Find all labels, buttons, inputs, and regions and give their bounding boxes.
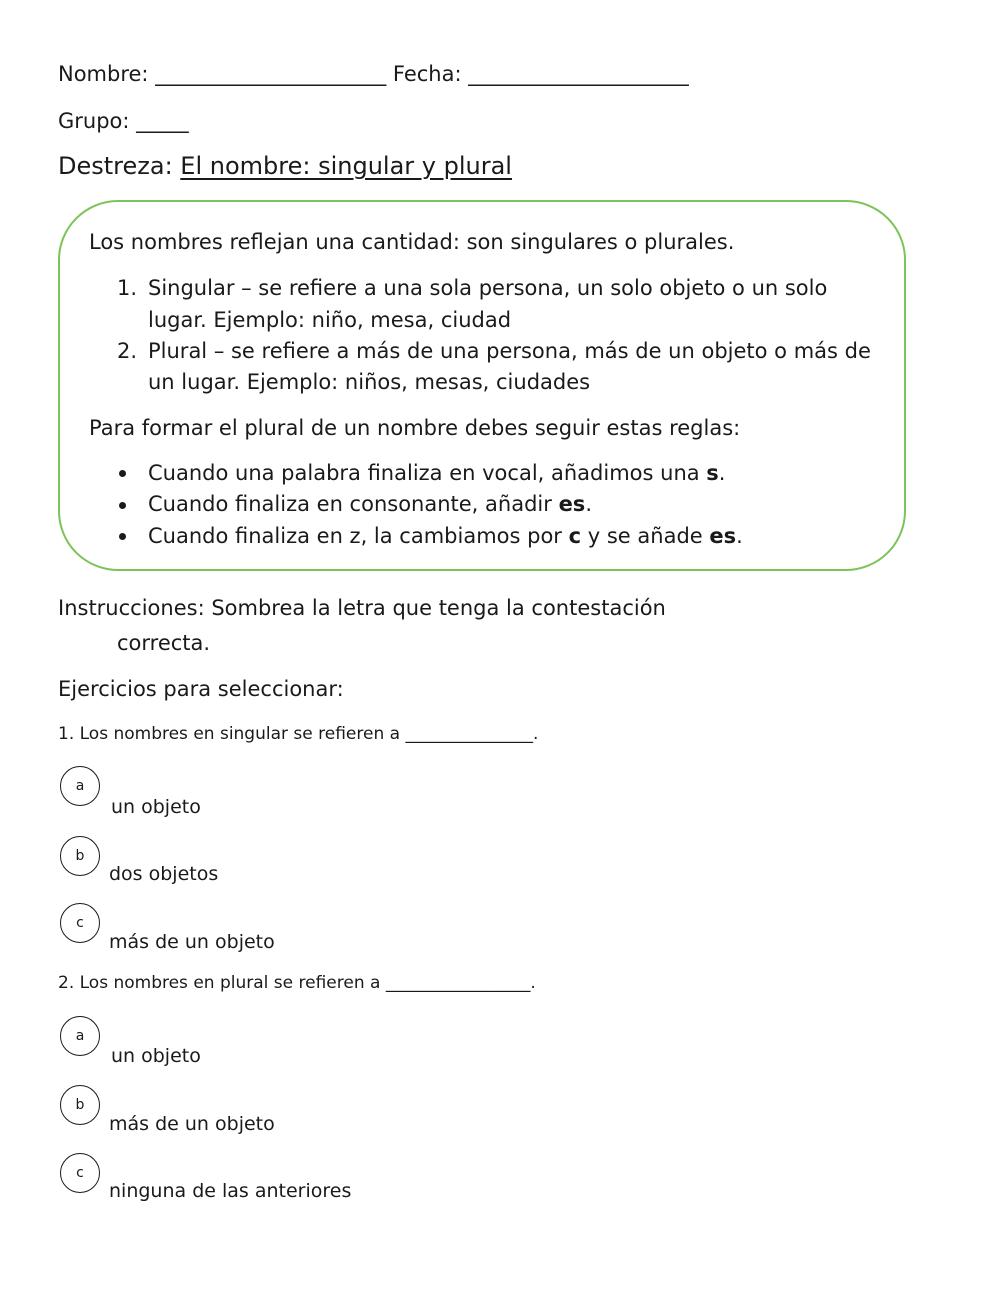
fecha-field[interactable]: _____________________ <box>468 62 689 86</box>
option-letter: b <box>75 848 85 864</box>
rule-3-end: . <box>736 524 743 548</box>
grupo-label: Grupo: <box>58 109 130 133</box>
option-circle-c[interactable] <box>60 1153 100 1193</box>
option-label[interactable]: ninguna de las anteriores <box>109 1180 352 1202</box>
option-label[interactable]: más de un objeto <box>109 1113 275 1135</box>
grupo-field[interactable]: _____ <box>136 109 189 133</box>
question-1-text: 1. Los nombres en singular se refieren a _______________. <box>58 724 539 744</box>
nombre-field[interactable]: ______________________ <box>155 62 387 86</box>
rule-1-bold: s <box>706 461 719 485</box>
numbered-item-2-line1: Plural – se refiere a más de una persona, más de un objeto o más de <box>148 339 871 363</box>
option-circle-b[interactable] <box>60 1085 100 1125</box>
grupo-row <box>58 109 189 133</box>
destreza-label: Destreza: <box>58 152 173 180</box>
destreza-title: El nombre: singular y plural <box>180 152 512 180</box>
option-circle-a[interactable] <box>60 766 100 806</box>
exercises-title: Ejercicios para seleccionar: <box>58 677 344 701</box>
bullet-icon <box>119 470 126 477</box>
numbered-item-2-num: 2. <box>117 339 138 363</box>
option-letter: c <box>76 915 84 931</box>
rule-3 <box>148 524 743 548</box>
rule-2-text: Cuando finaliza en consonante, añadir <box>148 492 559 516</box>
bullet-icon <box>119 533 126 540</box>
option-circle-a[interactable] <box>60 1016 100 1056</box>
rule-3-bold: c <box>568 524 582 548</box>
numbered-item-1-line2: lugar. Ejemplo: niño, mesa, ciudad <box>148 308 512 332</box>
numbered-item-2-line2: un lugar. Ejemplo: niños, mesas, ciudades <box>148 370 591 394</box>
option-label[interactable]: un objeto <box>111 1045 201 1067</box>
rule-1-end: . <box>718 461 726 485</box>
instructions-line-1: Instrucciones: Sombrea la letra que tenga la contestación <box>58 596 666 620</box>
nombre-label: Nombre: <box>58 62 149 86</box>
option-letter: c <box>76 1165 84 1181</box>
option-label[interactable]: más de un objeto <box>109 931 275 953</box>
option-letter: a <box>75 778 85 794</box>
info-intro: Los nombres reflejan una cantidad: son singulares o plurales. <box>89 230 735 254</box>
numbered-item-1-line1: Singular – se refiere a una sola persona, un solo objeto o un solo <box>148 276 828 300</box>
numbered-item-1-num: 1. <box>117 276 138 300</box>
rule-2-bold: es <box>558 492 586 516</box>
bullet-icon <box>119 502 126 509</box>
rule-1-text: Cuando una palabra finaliza en vocal, añadimos una <box>148 461 707 485</box>
option-label[interactable]: un objeto <box>111 796 201 818</box>
question-2-text: 2. Los nombres en plural se refieren a _________________. <box>58 973 536 993</box>
rules-intro: Para formar el plural de un nombre debes seguir estas reglas: <box>89 416 741 440</box>
fecha-label: Fecha: <box>392 62 462 86</box>
rule-3-mid: y se añade <box>581 524 710 548</box>
rule-2 <box>148 492 592 516</box>
page-title <box>58 152 512 180</box>
rule-3-text: Cuando finaliza en z, la cambiamos por <box>148 524 569 548</box>
option-letter: b <box>75 1097 85 1113</box>
instructions-line-2: correcta. <box>117 631 211 655</box>
option-label[interactable]: dos objetos <box>109 863 219 885</box>
rule-2-end: . <box>585 492 592 516</box>
rule-3-bold-2: es <box>709 524 737 548</box>
option-circle-c[interactable] <box>60 903 100 943</box>
option-circle-b[interactable] <box>60 836 100 876</box>
nombre-row <box>58 62 689 86</box>
rule-1 <box>148 461 725 485</box>
option-letter: a <box>75 1028 85 1044</box>
